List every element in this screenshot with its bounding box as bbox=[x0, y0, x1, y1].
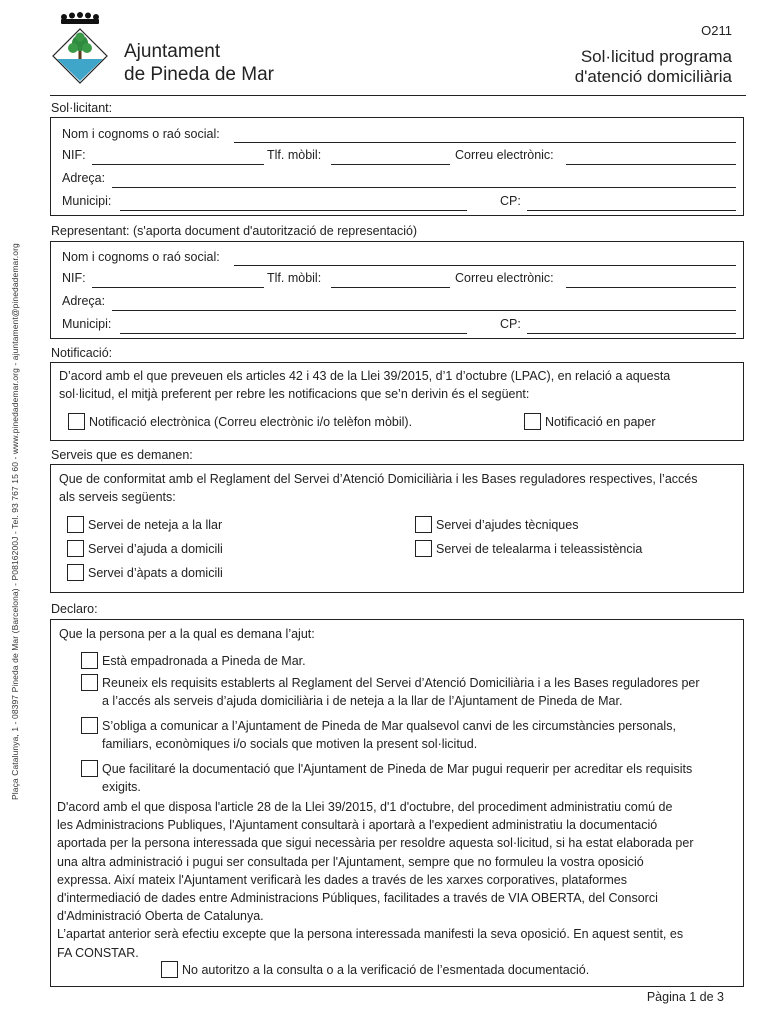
legal-line: expressa. Així mateix l'Ajuntament verificarà les dades a través de les xarxes corporatives, plataformes bbox=[57, 872, 628, 887]
documentacio-line1: Que facilitaré la documentació que l'Ajuntament de Pineda de Mar pugui requerir per acreditar els requisits bbox=[102, 762, 693, 776]
apats-label: Servei d’àpats a domicili bbox=[88, 566, 223, 580]
electronic-label: Notificació electrònica (Correu electrònic i/o telèfon mòbil). bbox=[89, 415, 413, 429]
comunicar-line1: S’obliga a comunicar a l’Ajuntament de Pineda de Mar qualsevol canvi de les circumstàncies personals, bbox=[102, 719, 676, 733]
declaro-box bbox=[50, 619, 744, 987]
municipality-name bbox=[124, 40, 274, 86]
rep-name-label: Nom i cognoms o raó social: bbox=[62, 250, 220, 264]
legal-line: aportada per la persona interessada que sigui necessària per resoldre aquesta sol·licitud, si ha estat elaborada per bbox=[57, 836, 694, 851]
name-label: Nom i cognoms o raó social: bbox=[62, 127, 220, 141]
serveis-text-line2: als serveis següents: bbox=[59, 490, 176, 504]
rep-address-field[interactable] bbox=[112, 310, 736, 311]
apats-checkbox[interactable] bbox=[67, 564, 84, 581]
cp-label: CP: bbox=[500, 194, 521, 208]
optout-checkbox[interactable] bbox=[161, 961, 178, 978]
ajuda-checkbox[interactable] bbox=[67, 540, 84, 557]
tecniques-label: Servei d’ajudes tècniques bbox=[436, 518, 579, 532]
rep-nif-field[interactable] bbox=[92, 287, 264, 288]
tecniques-checkbox[interactable] bbox=[415, 516, 432, 533]
requisits-line2: a l’accés als serveis d’ajuda domiciliària i de neteja a la llar de l’Ajuntament de Pineda de Mar. bbox=[102, 694, 623, 708]
rep-phone-label: Tlf. mòbil: bbox=[267, 271, 322, 285]
header-rule bbox=[50, 95, 746, 96]
nif-field[interactable] bbox=[92, 164, 264, 165]
representant-heading: Representant: (s'aporta document d'autorització de representació) bbox=[51, 224, 418, 238]
serveis-box bbox=[50, 464, 744, 593]
ajuda-label: Servei d’ajuda a domicili bbox=[88, 542, 223, 556]
municipality-line1: Ajuntament bbox=[124, 41, 221, 62]
email-label: Correu electrònic: bbox=[455, 148, 554, 162]
solicitant-heading: Sol·licitant: bbox=[51, 101, 113, 115]
comunicar-checkbox[interactable] bbox=[81, 717, 98, 734]
empadronada-label: Està empadronada a Pineda de Mar. bbox=[102, 654, 306, 668]
optout-label: No autoritzo a la consulta o a la verificació de l’esmentada documentació. bbox=[182, 963, 590, 977]
documentacio-line2: exigits. bbox=[102, 780, 141, 794]
rep-address-label: Adreça: bbox=[62, 294, 106, 308]
representant-box bbox=[50, 241, 744, 339]
title-line1: Sol·licitud programa bbox=[580, 47, 732, 66]
nif-label: NIF: bbox=[62, 148, 86, 162]
legal-line: d'Administració Oberta de Catalunya. bbox=[57, 909, 264, 924]
legal-paragraph bbox=[57, 798, 694, 962]
municipality-line2: de Pineda de Mar bbox=[124, 64, 274, 85]
phone-field[interactable] bbox=[331, 164, 450, 165]
document-title bbox=[575, 47, 732, 87]
requisits-checkbox[interactable] bbox=[81, 674, 98, 691]
city-label: Municipi: bbox=[62, 194, 112, 208]
form-code: O211 bbox=[701, 23, 732, 38]
solicitant-box bbox=[50, 117, 744, 216]
notificacio-text-line1: D’acord amb el que preveuen els articles 42 i 43 de la Llei 39/2015, d’1 d’octubre (LPAC), en relació a aquesta bbox=[59, 369, 671, 383]
page-number: Pàgina 1 de 3 bbox=[646, 990, 724, 1004]
legal-line: D'acord amb el que disposa l'article 28 de la Llei 39/2015, d'1 d'octubre, del procediment administratiu comú de bbox=[57, 800, 673, 814]
declaro-intro: Que la persona per a la qual es demana l’ajut: bbox=[59, 627, 315, 641]
documentacio-checkbox[interactable] bbox=[81, 760, 98, 777]
serveis-text-line1: Que de conformitat amb el Reglament del Servei d’Atenció Domiciliària i les Bases reguladores respectives, l’accés bbox=[59, 472, 698, 486]
legal-line: les Administracions Publiques, l'Ajuntament consultarà i aportarà a l'expedient administratiu la documentació bbox=[57, 818, 658, 833]
legal-line: FA CONSTAR. bbox=[57, 945, 139, 960]
legal-line: d'intermediació de dades entre Administracions Públiques, facilitades a través de VIA OBERTA, del Consorci bbox=[57, 891, 658, 906]
notificacio-heading: Notificació: bbox=[51, 346, 113, 360]
coat-of-arms-logo bbox=[50, 12, 110, 87]
paper-label: Notificació en paper bbox=[545, 415, 656, 429]
cp-field[interactable] bbox=[527, 210, 736, 211]
electronic-checkbox[interactable] bbox=[68, 413, 85, 430]
requisits-line1: Reuneix els requisits establerts al Reglament del Servei d’Atenció Domiciliària i a les Bases reguladores per bbox=[102, 676, 700, 690]
legal-line: L’apartat anterior serà efectiu excepte que la persona interessada manifesti la seva oposició. En aquest sentit, es bbox=[57, 927, 684, 942]
rep-nif-label: NIF: bbox=[62, 271, 86, 285]
neteja-label: Servei de neteja a la llar bbox=[88, 518, 223, 532]
rep-email-label: Correu electrònic: bbox=[455, 271, 554, 285]
declaro-heading: Declaro: bbox=[51, 602, 98, 616]
address-field[interactable] bbox=[112, 187, 736, 188]
legal-line: una altra administració i pugui ser consultada per l'Ajuntament, sempre que no formuleu la vostra oposició bbox=[57, 854, 644, 869]
rep-email-field[interactable] bbox=[566, 287, 736, 288]
telealarma-checkbox[interactable] bbox=[415, 540, 432, 557]
phone-label: Tlf. mòbil: bbox=[267, 148, 322, 162]
empadronada-checkbox[interactable] bbox=[81, 652, 98, 669]
notificacio-box bbox=[50, 362, 744, 441]
rep-cp-field[interactable] bbox=[527, 333, 736, 334]
telealarma-label: Servei de telealarma i teleassistència bbox=[436, 542, 643, 556]
title-line2: d'atenció domiciliària bbox=[574, 67, 732, 86]
rep-phone-field[interactable] bbox=[331, 287, 450, 288]
email-field[interactable] bbox=[566, 164, 736, 165]
rep-city-label: Municipi: bbox=[62, 317, 112, 331]
name-field[interactable] bbox=[234, 142, 736, 143]
notificacio-text-line2: sol·licitud, el mitjà preferent per rebre les notificacions que se’n derivin és el següent: bbox=[59, 387, 530, 401]
rep-cp-label: CP: bbox=[500, 317, 521, 331]
rep-city-field[interactable] bbox=[120, 333, 467, 334]
rep-name-field[interactable] bbox=[234, 265, 736, 266]
city-field[interactable] bbox=[120, 210, 467, 211]
sidebar-address: Plaça Catalunya, 1 - 08397 Pineda de Mar (Barcelona) - P0816200J - Tel. 93 767 15 60 - www.pinedademar.org - ajuntament@pinedademar.org bbox=[10, 243, 20, 800]
address-label: Adreça: bbox=[62, 171, 106, 185]
serveis-heading: Serveis que es demanen: bbox=[51, 448, 193, 462]
neteja-checkbox[interactable] bbox=[67, 516, 84, 533]
comunicar-line2: familiars, econòmiques i/o socials que motiven la present sol·licitud. bbox=[102, 737, 478, 751]
paper-checkbox[interactable] bbox=[524, 413, 541, 430]
